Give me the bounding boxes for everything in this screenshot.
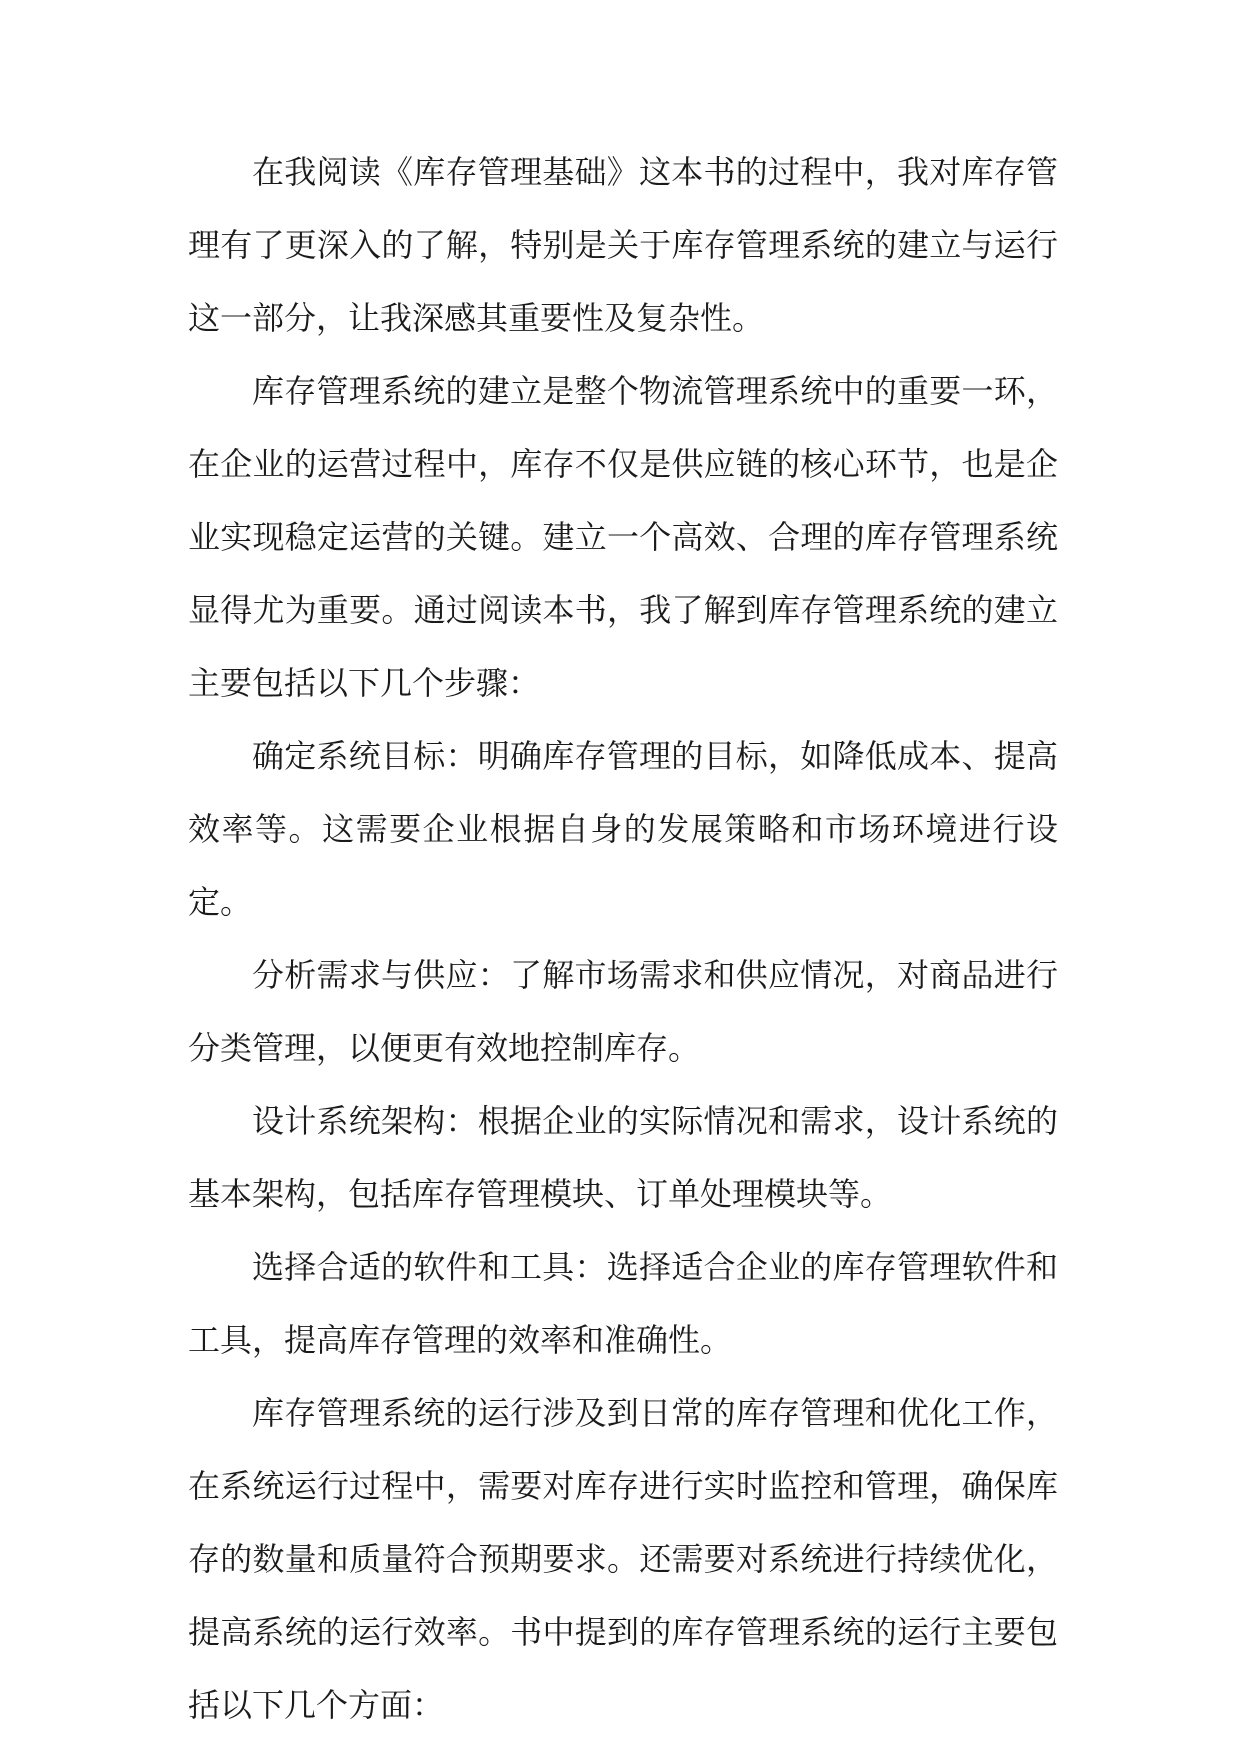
paragraph-system-operation: 库存管理系统的运行涉及到日常的库存管理和优化工作，在系统运行过程中，需要对库存进行实时监控和管理，确保库存的数量和质量符合预期要求。还需要对系统进行持续优化，提高系统的运行效率。书中提到的库存管理系统的运行主要包括以下几个方面：	[188, 1394, 1058, 1724]
paragraph-step-architecture: 设计系统架构：根据企业的实际情况和需求，设计系统的基本架构，包括库存管理模块、订单处理模块等。	[188, 1102, 1058, 1213]
paragraph-system-establishment: 库存管理系统的建立是整个物流管理系统中的重要一环，在企业的运营过程中，库存不仅是供应链的核心环节，也是企业实现稳定运营的关键。建立一个高效、合理的库存管理系统显得尤为重要。通过阅读本书，我了解到库存管理系统的建立主要包括以下几个步骤：	[188, 372, 1058, 702]
body-text	[188, 136, 1058, 1742]
paragraph-step-demand-supply: 分析需求与供应：了解市场需求和供应情况，对商品进行分类管理，以便更有效地控制库存。	[188, 956, 1058, 1067]
paragraph-step-goals: 确定系统目标：明确库存管理的目标，如降低成本、提高效率等。这需要企业根据自身的发展策略和市场环境进行设定。	[188, 737, 1058, 921]
paragraph-step-software-tools: 选择合适的软件和工具：选择适合企业的库存管理软件和工具，提高库存管理的效率和准确性。	[188, 1248, 1058, 1359]
paragraph-intro: 在我阅读《库存管理基础》这本书的过程中，我对库存管理有了更深入的了解，特别是关于库存管理系统的建立与运行这一部分，让我深感其重要性及复杂性。	[188, 153, 1058, 337]
